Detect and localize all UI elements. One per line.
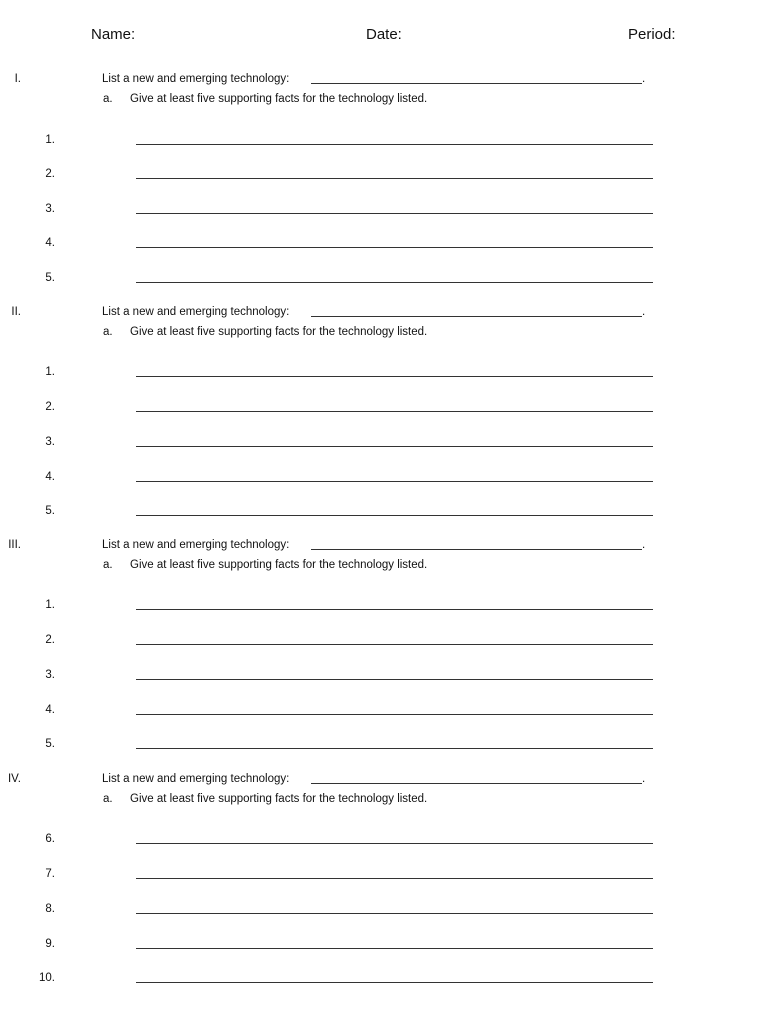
sub-instruction: [0, 324, 700, 340]
fact-number: 5.: [45, 272, 55, 284]
roman-numeral: IV.: [7, 773, 21, 785]
question-text: List a new and emerging technology:: [102, 773, 290, 785]
fact-number: 2.: [45, 168, 55, 180]
question-line: [0, 537, 700, 553]
sub-letter: a.: [103, 559, 113, 571]
fact-answer-line[interactable]: [136, 714, 653, 715]
fact-answer-line[interactable]: [136, 609, 653, 610]
question-section-4: [0, 771, 770, 1001]
fact-row: [0, 235, 700, 251]
sub-instruction-text: Give at least five supporting facts for the technology listed.: [130, 559, 428, 571]
fact-row: [0, 970, 700, 986]
fact-number: 5.: [45, 738, 55, 750]
fact-number: 1.: [45, 599, 55, 611]
sub-instruction: [0, 557, 700, 573]
technology-answer-blank[interactable]: [311, 316, 642, 317]
fact-number: 10.: [39, 972, 55, 984]
fact-row: [0, 469, 700, 485]
question-section-3: [0, 537, 770, 767]
fact-row: [0, 132, 700, 148]
fact-row: [0, 201, 700, 217]
fact-number: 4.: [45, 704, 55, 716]
roman-numeral: III.: [8, 539, 21, 551]
fact-answer-line[interactable]: [136, 213, 653, 214]
fact-number: 1.: [45, 366, 55, 378]
fact-row: [0, 434, 700, 450]
fact-row: [0, 364, 700, 380]
sub-letter: a.: [103, 326, 113, 338]
question-line: [0, 304, 700, 320]
fact-row: [0, 166, 700, 182]
sub-instruction-text: Give at least five supporting facts for the technology listed.: [130, 326, 428, 338]
sub-instruction: [0, 791, 700, 807]
sub-instruction-text: Give at least five supporting facts for the technology listed.: [130, 793, 428, 805]
fact-row: [0, 503, 700, 519]
fact-number: 3.: [45, 436, 55, 448]
fact-row: [0, 270, 700, 286]
question-line: [0, 71, 700, 87]
period-label: Period:: [628, 26, 676, 43]
fact-row: [0, 831, 700, 847]
question-text: List a new and emerging technology:: [102, 539, 290, 551]
roman-numeral: I.: [14, 73, 21, 85]
roman-numeral: II.: [11, 306, 21, 318]
name-label: Name:: [91, 26, 136, 43]
question-text: List a new and emerging technology:: [102, 73, 290, 85]
fact-answer-line[interactable]: [136, 446, 653, 447]
fact-answer-line[interactable]: [136, 913, 653, 914]
question-text: List a new and emerging technology:: [102, 306, 290, 318]
fact-answer-line[interactable]: [136, 178, 653, 179]
date-label: Date:: [366, 26, 402, 43]
fact-number: 4.: [45, 237, 55, 249]
fact-answer-line[interactable]: [136, 748, 653, 749]
fact-row: [0, 901, 700, 917]
question-section-1: [0, 71, 770, 301]
question-line: [0, 771, 700, 787]
fact-number: 6.: [45, 833, 55, 845]
question-end-mark: .: [642, 306, 646, 318]
question-end-mark: .: [642, 773, 646, 785]
technology-answer-blank[interactable]: [311, 549, 642, 550]
fact-answer-line[interactable]: [136, 144, 653, 145]
fact-answer-line[interactable]: [136, 515, 653, 516]
fact-number: 9.: [45, 938, 55, 950]
fact-answer-line[interactable]: [136, 982, 653, 983]
fact-answer-line[interactable]: [136, 247, 653, 248]
fact-row: [0, 702, 700, 718]
fact-number: 2.: [45, 401, 55, 413]
fact-number: 1.: [45, 134, 55, 146]
fact-number: 3.: [45, 203, 55, 215]
fact-row: [0, 736, 700, 752]
fact-row: [0, 667, 700, 683]
question-end-mark: .: [642, 73, 646, 85]
fact-answer-line[interactable]: [136, 376, 653, 377]
sub-letter: a.: [103, 93, 113, 105]
fact-row: [0, 399, 700, 415]
fact-number: 2.: [45, 634, 55, 646]
fact-number: 7.: [45, 868, 55, 880]
fact-answer-line[interactable]: [136, 878, 653, 879]
fact-number: 3.: [45, 669, 55, 681]
fact-row: [0, 597, 700, 613]
technology-answer-blank[interactable]: [311, 83, 642, 84]
sub-letter: a.: [103, 793, 113, 805]
question-end-mark: .: [642, 539, 646, 551]
fact-answer-line[interactable]: [136, 644, 653, 645]
fact-number: 5.: [45, 505, 55, 517]
fact-row: [0, 866, 700, 882]
fact-number: 4.: [45, 471, 55, 483]
sub-instruction-text: Give at least five supporting facts for the technology listed.: [130, 93, 428, 105]
fact-answer-line[interactable]: [136, 282, 653, 283]
question-section-2: [0, 304, 770, 534]
fact-number: 8.: [45, 903, 55, 915]
technology-answer-blank[interactable]: [311, 783, 642, 784]
fact-answer-line[interactable]: [136, 411, 653, 412]
fact-row: [0, 936, 700, 952]
fact-answer-line[interactable]: [136, 948, 653, 949]
fact-answer-line[interactable]: [136, 481, 653, 482]
sub-instruction: [0, 91, 700, 107]
fact-answer-line[interactable]: [136, 843, 653, 844]
fact-row: [0, 632, 700, 648]
fact-answer-line[interactable]: [136, 679, 653, 680]
